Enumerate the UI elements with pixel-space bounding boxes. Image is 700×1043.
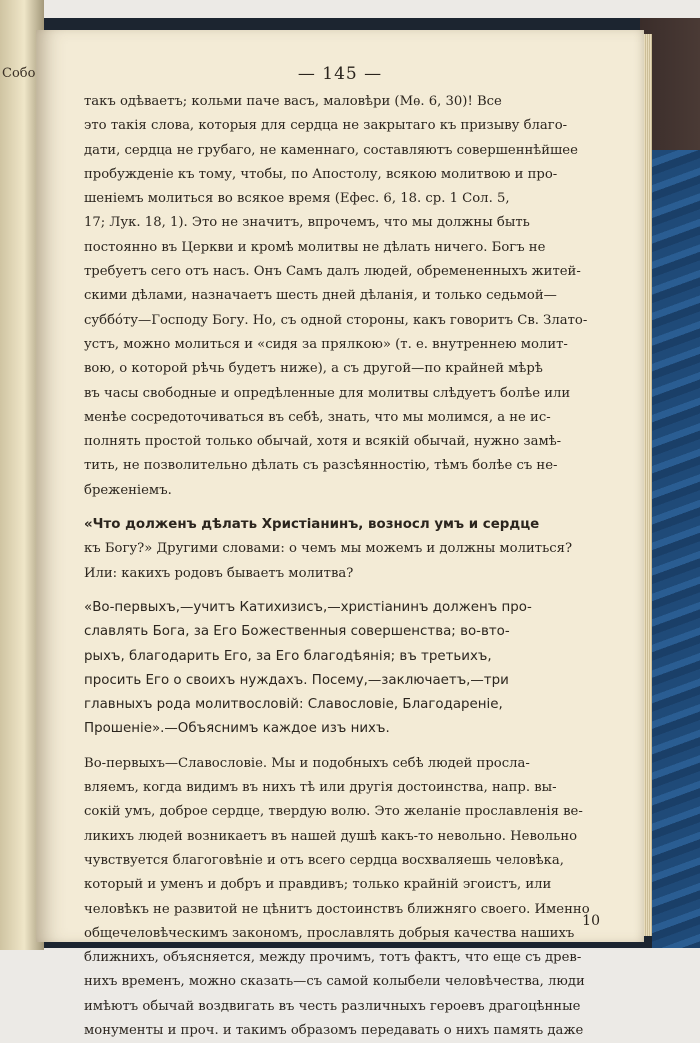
signature-mark: 10	[582, 913, 600, 929]
text-line: сокій умъ, доброе сердце, твердую волю. Это желаніе прославленія ве-	[84, 804, 583, 820]
text-line: постоянно въ Церкви и кромѣ молитвы не дѣлать ничего. Богъ не	[84, 239, 546, 255]
text-line: который и уменъ и добръ и правдивъ; только крайній эгоистъ, или	[84, 877, 552, 893]
text-line: пробужденіе къ тому, чтобы, по Апостолу, всякою молитвою и про-	[84, 166, 558, 182]
text-line: тить, не позволительно дѣлать съ разсѣянностію, тѣмъ болѣе съ не-	[84, 458, 558, 474]
text-line: Или: какихъ родовъ бываетъ молитва?	[84, 565, 354, 581]
paragraph	[84, 513, 622, 586]
text-line: главныхъ рода молитвословій: Славословіе, Благодареніе,	[84, 697, 503, 713]
paragraph	[84, 596, 622, 742]
text-line: менѣе сосредоточиваться въ себѣ, знать, что мы молимся, а не ис-	[84, 409, 551, 425]
text-line: въ часы свободные и опредѣленные для молитвы слѣдуетъ болѣе или	[84, 385, 571, 401]
text-line: чувствуется благоговѣніе и отъ всего сердца восхваляешь человѣка,	[84, 852, 564, 868]
text-line: просить Его о своихъ нуждахъ. Посему,—заключаетъ,—три	[84, 672, 509, 688]
text-line: бреженіемъ.	[84, 482, 172, 498]
text-line: суббóту—Господу Богу. Но, съ одной стороны, какъ говоритъ Св. Злато-	[84, 312, 588, 328]
page-number: — 145 —	[297, 64, 383, 84]
cover-marbled-edge	[652, 150, 700, 948]
text-line: Во-первыхъ—Славословіе. Мы и подобныхъ себѣ людей просла-	[84, 755, 530, 771]
text-line: ближнихъ, объясняется, между прочимъ, тотъ фактъ, что еще съ древ-	[84, 950, 582, 966]
text-line: Прошеніе».—Объяснимъ каждое изъ нихъ.	[84, 721, 390, 737]
paragraph-gap	[84, 503, 622, 513]
text-line: скими дѣлами, назначаетъ шесть дней дѣланія, и только седьмой—	[84, 288, 557, 304]
text-line: это такія слова, которыя для сердца не закрытаго къ призыву благо-	[84, 118, 568, 134]
text-line: дати, сердца не грубаго, не каменнаго, составляютъ совершеннѣйшее	[84, 142, 578, 158]
paragraph-gap	[84, 586, 622, 596]
text-line: общечеловѣческимъ закономъ, прославлять добрыя качества нашихъ	[84, 925, 575, 941]
text-line: требуетъ сего отъ насъ. Онъ Самъ далъ людей, обремененныхъ житей-	[84, 264, 581, 280]
text-line: такъ одѣваетъ; кольми паче васъ, маловѣри (Мѳ. 6, 30)! Все	[84, 94, 502, 109]
text-line: вою, о которой рѣчь будетъ ниже), а съ другой—по крайней мѣрѣ	[84, 361, 543, 377]
left-page-text	[2, 60, 40, 87]
text-line: имѣютъ обычай воздвигать въ честь различныхъ героевъ драгоцѣнные	[84, 998, 581, 1014]
text-line: человѣкъ не развитой не цѣнитъ достоинствъ ближняго своего. Именно	[84, 901, 590, 917]
paragraph-gap	[84, 742, 622, 752]
paragraph	[84, 90, 622, 503]
text-line: славлять Бога, за Его Божественныя совершенства; во-вто-	[84, 624, 510, 640]
paragraph	[84, 752, 622, 1043]
text-line: вляемъ, когда видимъ въ нихъ тѣ или другія достоинства, напр. вы-	[84, 780, 557, 796]
text-line: «Что долженъ дѣлать Христіанинъ, возносл умъ и сердце	[84, 517, 540, 533]
text-line: полнять простой только обычай, хотя и всякій обычай, нужно замѣ-	[84, 434, 562, 450]
right-page	[36, 30, 644, 1038]
text-line: 17; Лук. 18, 1). Это не значитъ, впрочемъ, что мы должны быть	[84, 215, 530, 231]
text-line: нихъ временъ, можно сказать—съ самой колыбели человѣчества, люди	[84, 974, 585, 990]
page-body	[84, 90, 622, 1043]
text-line: устъ, можно молиться и «сидя за прялкою» (т. е. внутреннею молит-	[84, 336, 568, 352]
text-line: «Во-первыхъ,—учитъ Катихизисъ,—христіанинъ долженъ про-	[84, 599, 532, 615]
text-line: ликихъ людей возникаетъ въ нашей душѣ какъ-то невольно. Невольно	[84, 828, 578, 844]
text-line: рыхъ, благодарить Его, за Его благодѣянія; въ третьихъ,	[84, 648, 492, 664]
text-line: монументы и проч. и такимъ образомъ передавать о нихъ память даже	[84, 1022, 584, 1038]
text-line: къ Богу?» Другими словами: о чемъ мы можемъ и должны молиться?	[84, 541, 573, 557]
left-page-line: Собо	[2, 66, 36, 81]
text-line: шенiемъ молиться во всякое время (Ефес. 6, 18. ср. 1 Сол. 5,	[84, 191, 510, 207]
